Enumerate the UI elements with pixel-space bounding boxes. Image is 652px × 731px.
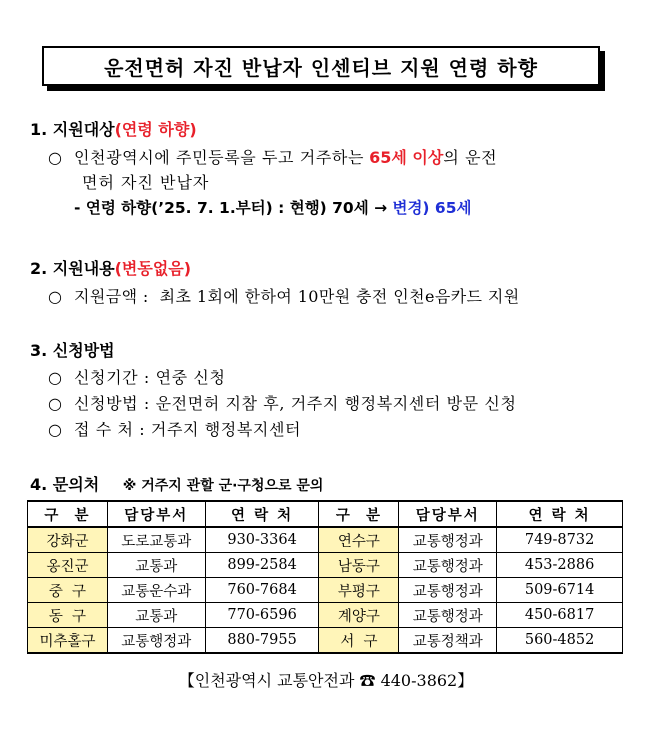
col-header: 구 분	[319, 501, 399, 527]
col-header: 연 락 처	[497, 501, 623, 527]
apply-method-text: 신청방법 : 운전면허 지참 후, 거주지 행정복지센터 방문 신청	[74, 394, 517, 413]
section-2-heading	[30, 256, 191, 279]
footer-contact	[0, 668, 652, 691]
district-cell: 서 구	[319, 628, 399, 654]
col-header: 구 분	[28, 501, 108, 527]
col-header: 담당부서	[107, 501, 205, 527]
phone-cell: 450-6817	[497, 603, 623, 628]
table-header-row	[28, 501, 623, 527]
section-2-heading-note: (변동없음)	[114, 259, 192, 278]
department-cell: 도로교통과	[107, 527, 205, 553]
footer-text: 【인천광역시 교통안전과 ☎ 440-3862】	[178, 671, 474, 690]
bullet-icon: ○	[48, 420, 62, 439]
district-cell: 동 구	[28, 603, 108, 628]
department-cell: 교통행정과	[399, 527, 497, 553]
section-4-heading	[30, 472, 323, 495]
document-title-text: 운전면허 자진 반납자 인센티브 지원 연령 하향	[104, 55, 538, 80]
section-1-heading-text: 1. 지원대상	[30, 120, 115, 139]
section-1-line-2	[82, 170, 209, 193]
age-change-new: 변경) 65세	[392, 199, 472, 217]
target-text-end: 의 운전	[443, 148, 498, 167]
phone-cell: 899-2584	[205, 553, 319, 578]
phone-cell: 749-8732	[497, 527, 623, 553]
phone-cell: 930-3364	[205, 527, 319, 553]
apply-place-text: 접 수 처 : 거주지 행정복지센터	[74, 420, 302, 439]
district-cell: 중 구	[28, 578, 108, 603]
district-cell: 남동구	[319, 553, 399, 578]
district-cell: 부평구	[319, 578, 399, 603]
age-change-line	[74, 196, 471, 218]
document-title	[42, 46, 600, 86]
table-row	[28, 628, 623, 654]
section-2-heading-text: 2. 지원내용	[30, 259, 115, 278]
district-cell: 강화군	[28, 527, 108, 553]
age-change-text: 연령 하향(’25. 7. 1.부터) : 현행) 70세 →	[85, 199, 388, 217]
department-cell: 교통행정과	[399, 553, 497, 578]
table-row	[28, 578, 623, 603]
phone-cell: 509-6714	[497, 578, 623, 603]
bullet-icon: ○	[48, 368, 62, 387]
section-3-heading-text: 3. 신청방법	[30, 341, 115, 360]
contact-table	[27, 500, 623, 654]
section-1-heading	[30, 117, 197, 140]
target-text-cont: 면허 자진 반납자	[82, 173, 210, 192]
district-cell: 계양구	[319, 603, 399, 628]
department-cell: 교통운수과	[107, 578, 205, 603]
apply-period-text: 신청기간 : 연중 신청	[74, 368, 226, 387]
table-row	[28, 527, 623, 553]
department-cell: 교통과	[107, 553, 205, 578]
inquiry-note: ※ 거주지 관할 군·구청으로 문의	[122, 478, 324, 494]
department-cell: 교통정책과	[399, 628, 497, 654]
department-cell: 교통과	[107, 603, 205, 628]
section-1-line-1	[48, 145, 497, 168]
table-row	[28, 603, 623, 628]
target-text: 인천광역시에 주민등록을 두고 거주하는	[74, 148, 365, 167]
phone-cell: 770-6596	[205, 603, 319, 628]
phone-cell: 880-7955	[205, 628, 319, 654]
bullet-icon: ○	[48, 394, 62, 413]
age-highlight: 65세 이상	[369, 148, 444, 167]
table-row	[28, 553, 623, 578]
section-3-heading	[30, 338, 115, 361]
section-4-heading-text: 4. 문의처	[30, 475, 100, 494]
bullet-icon: ○	[48, 148, 62, 167]
col-header: 담당부서	[399, 501, 497, 527]
section-2-line	[48, 284, 520, 307]
district-cell: 미추홀구	[28, 628, 108, 654]
apply-item	[48, 365, 226, 388]
section-1-heading-note: (연령 하향)	[114, 120, 197, 139]
department-cell: 교통행정과	[399, 578, 497, 603]
bullet-icon: ○	[48, 287, 62, 306]
apply-item	[48, 417, 301, 440]
phone-cell: 760-7684	[205, 578, 319, 603]
apply-item	[48, 391, 517, 414]
department-cell: 교통행정과	[107, 628, 205, 654]
phone-cell: 453-2886	[497, 553, 623, 578]
col-header: 연 락 처	[205, 501, 319, 527]
district-cell: 옹진군	[28, 553, 108, 578]
support-amount-text: 지원금액 : 최초 1회에 한하여 10만원 충전 인천e음카드 지원	[74, 287, 520, 306]
district-cell: 연수구	[319, 527, 399, 553]
department-cell: 교통행정과	[399, 603, 497, 628]
dash-icon: -	[74, 199, 81, 217]
phone-cell: 560-4852	[497, 628, 623, 654]
